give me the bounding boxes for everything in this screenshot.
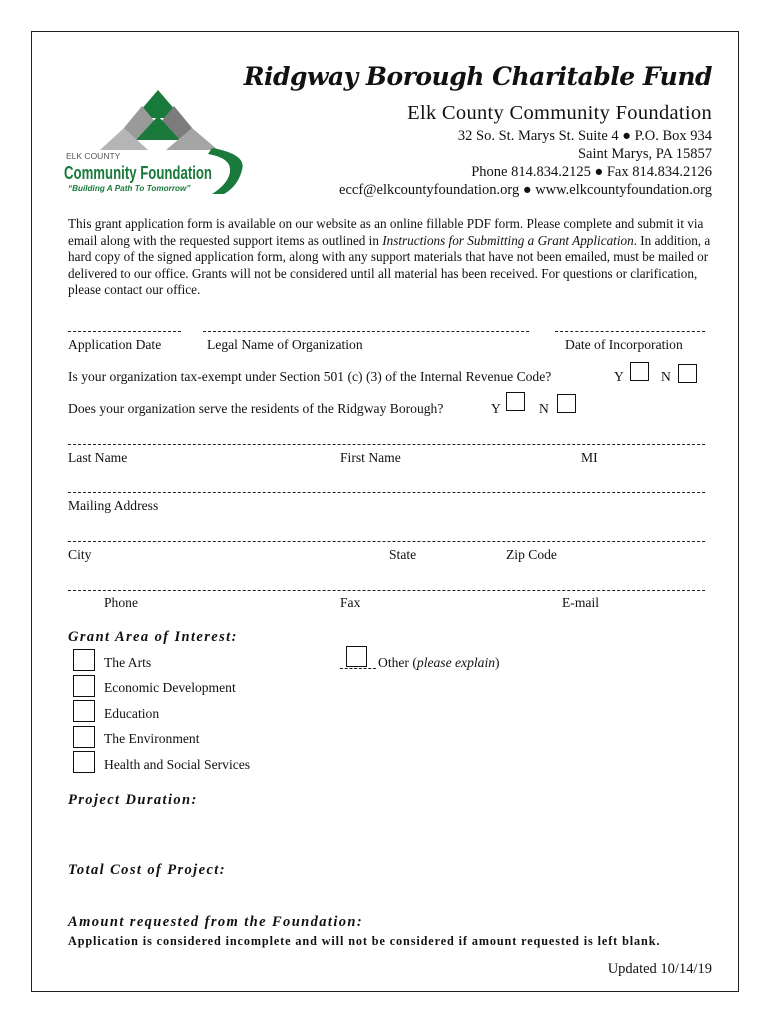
ridgway-question: Does your organization serve the residents of the Ridgway Borough? [68, 401, 444, 416]
other-label: Other [378, 655, 409, 670]
phone-label: Phone [104, 595, 138, 610]
amount-requested-heading: Amount requested from the Foundation: [68, 914, 364, 930]
fund-title: Ridgway Borough Charitable Fund [243, 62, 712, 91]
tax-exempt-yes-checkbox[interactable] [630, 362, 649, 381]
mailing-address-label: Mailing Address [68, 498, 159, 513]
mailing-address-line[interactable] [68, 492, 705, 493]
amount-requested-note: Application is considered incomplete and will not be considered if amount requested is left blank. [68, 934, 661, 948]
ridgway-yes-checkbox[interactable] [506, 392, 525, 411]
logo-small-text: ELK COUNTY [66, 151, 121, 161]
environment-checkbox[interactable] [73, 726, 95, 748]
grant-option-economic-development: Economic Development [104, 680, 236, 695]
ridgway-yes-label: Y [491, 401, 501, 416]
fax-label: Fax [340, 595, 361, 610]
tax-exempt-no-label: N [661, 369, 671, 384]
first-name-label: First Name [340, 450, 401, 465]
legal-name-line[interactable] [203, 331, 529, 332]
instructions-reference: Instructions for Submitting a Grant Application [382, 232, 634, 248]
intro-text-1: This grant application form is available on our website as an online fillable PDF form. Please complete and submit it via email along with the requested support items as outlined in [68, 216, 704, 248]
grant-area-heading: Grant Area of Interest: [68, 629, 238, 645]
logo-tagline: “Building A Path To Tomorrow” [68, 184, 191, 193]
economic-development-checkbox[interactable] [73, 675, 95, 697]
application-date-label: Application Date [68, 337, 162, 352]
ridgway-no-checkbox[interactable] [557, 394, 576, 413]
grant-option-health-social: Health and Social Services [104, 757, 251, 772]
legal-name-label: Legal Name of Organization [207, 337, 363, 352]
zip-code-label: Zip Code [506, 547, 557, 562]
email-web-line: eccf@elkcountyfoundation.org ● www.elkcountyfoundation.org [339, 182, 712, 198]
grant-option-arts: The Arts [104, 655, 152, 670]
email-label: E-mail [562, 595, 599, 610]
other-checkbox[interactable] [346, 646, 367, 667]
address-line-1: 32 So. St. Marys St. Suite 4 ● P.O. Box 934 [457, 128, 712, 144]
incorporation-date-line[interactable] [555, 331, 705, 332]
organization-name: Elk County Community Foundation [407, 102, 712, 124]
address-line-2: Saint Marys, PA 15857 [577, 146, 712, 162]
name-line[interactable] [68, 444, 705, 445]
city-label: City [68, 547, 92, 562]
other-checkbox-underline [340, 668, 376, 669]
tax-exempt-no-checkbox[interactable] [678, 364, 697, 383]
city-state-zip-line[interactable] [68, 541, 705, 542]
grant-option-education: Education [104, 706, 160, 721]
intro-paragraph [68, 216, 718, 299]
incorporation-date-label: Date of Incorporation [565, 337, 683, 352]
total-cost-heading: Total Cost of Project: [68, 862, 226, 878]
intro-text-2: . In addition, a hard copy of the signed application form, along with any support materials that have not been emailed, must be mailed or delivered to our office. Grants will not be considered until all material has been received. For questions or clarification, please contact our office. [68, 232, 711, 297]
state-label: State [389, 547, 417, 562]
phone-fax-line: Phone 814.834.2125 ● Fax 814.834.2126 [471, 164, 712, 180]
ridgway-no-label: N [539, 401, 549, 416]
last-name-label: Last Name [68, 450, 128, 465]
application-date-line[interactable] [68, 331, 181, 332]
other-hint: please explain [416, 655, 496, 670]
tax-exempt-yes-label: Y [614, 369, 624, 384]
logo-big-text: Community Foundation [64, 163, 212, 183]
health-social-checkbox[interactable] [73, 751, 95, 773]
contact-line[interactable] [68, 590, 705, 591]
arts-checkbox[interactable] [73, 649, 95, 671]
middle-initial-label: MI [581, 450, 598, 465]
foundation-logo [62, 88, 254, 198]
education-checkbox[interactable] [73, 700, 95, 722]
updated-date: Updated 10/14/19 [607, 961, 712, 977]
other-option: Other (please explain) [378, 655, 500, 670]
project-duration-heading: Project Duration: [68, 792, 198, 808]
tax-exempt-question: Is your organization tax-exempt under Section 501 (c) (3) of the Internal Revenue Code? [68, 369, 552, 384]
grant-option-environment: The Environment [104, 731, 200, 746]
